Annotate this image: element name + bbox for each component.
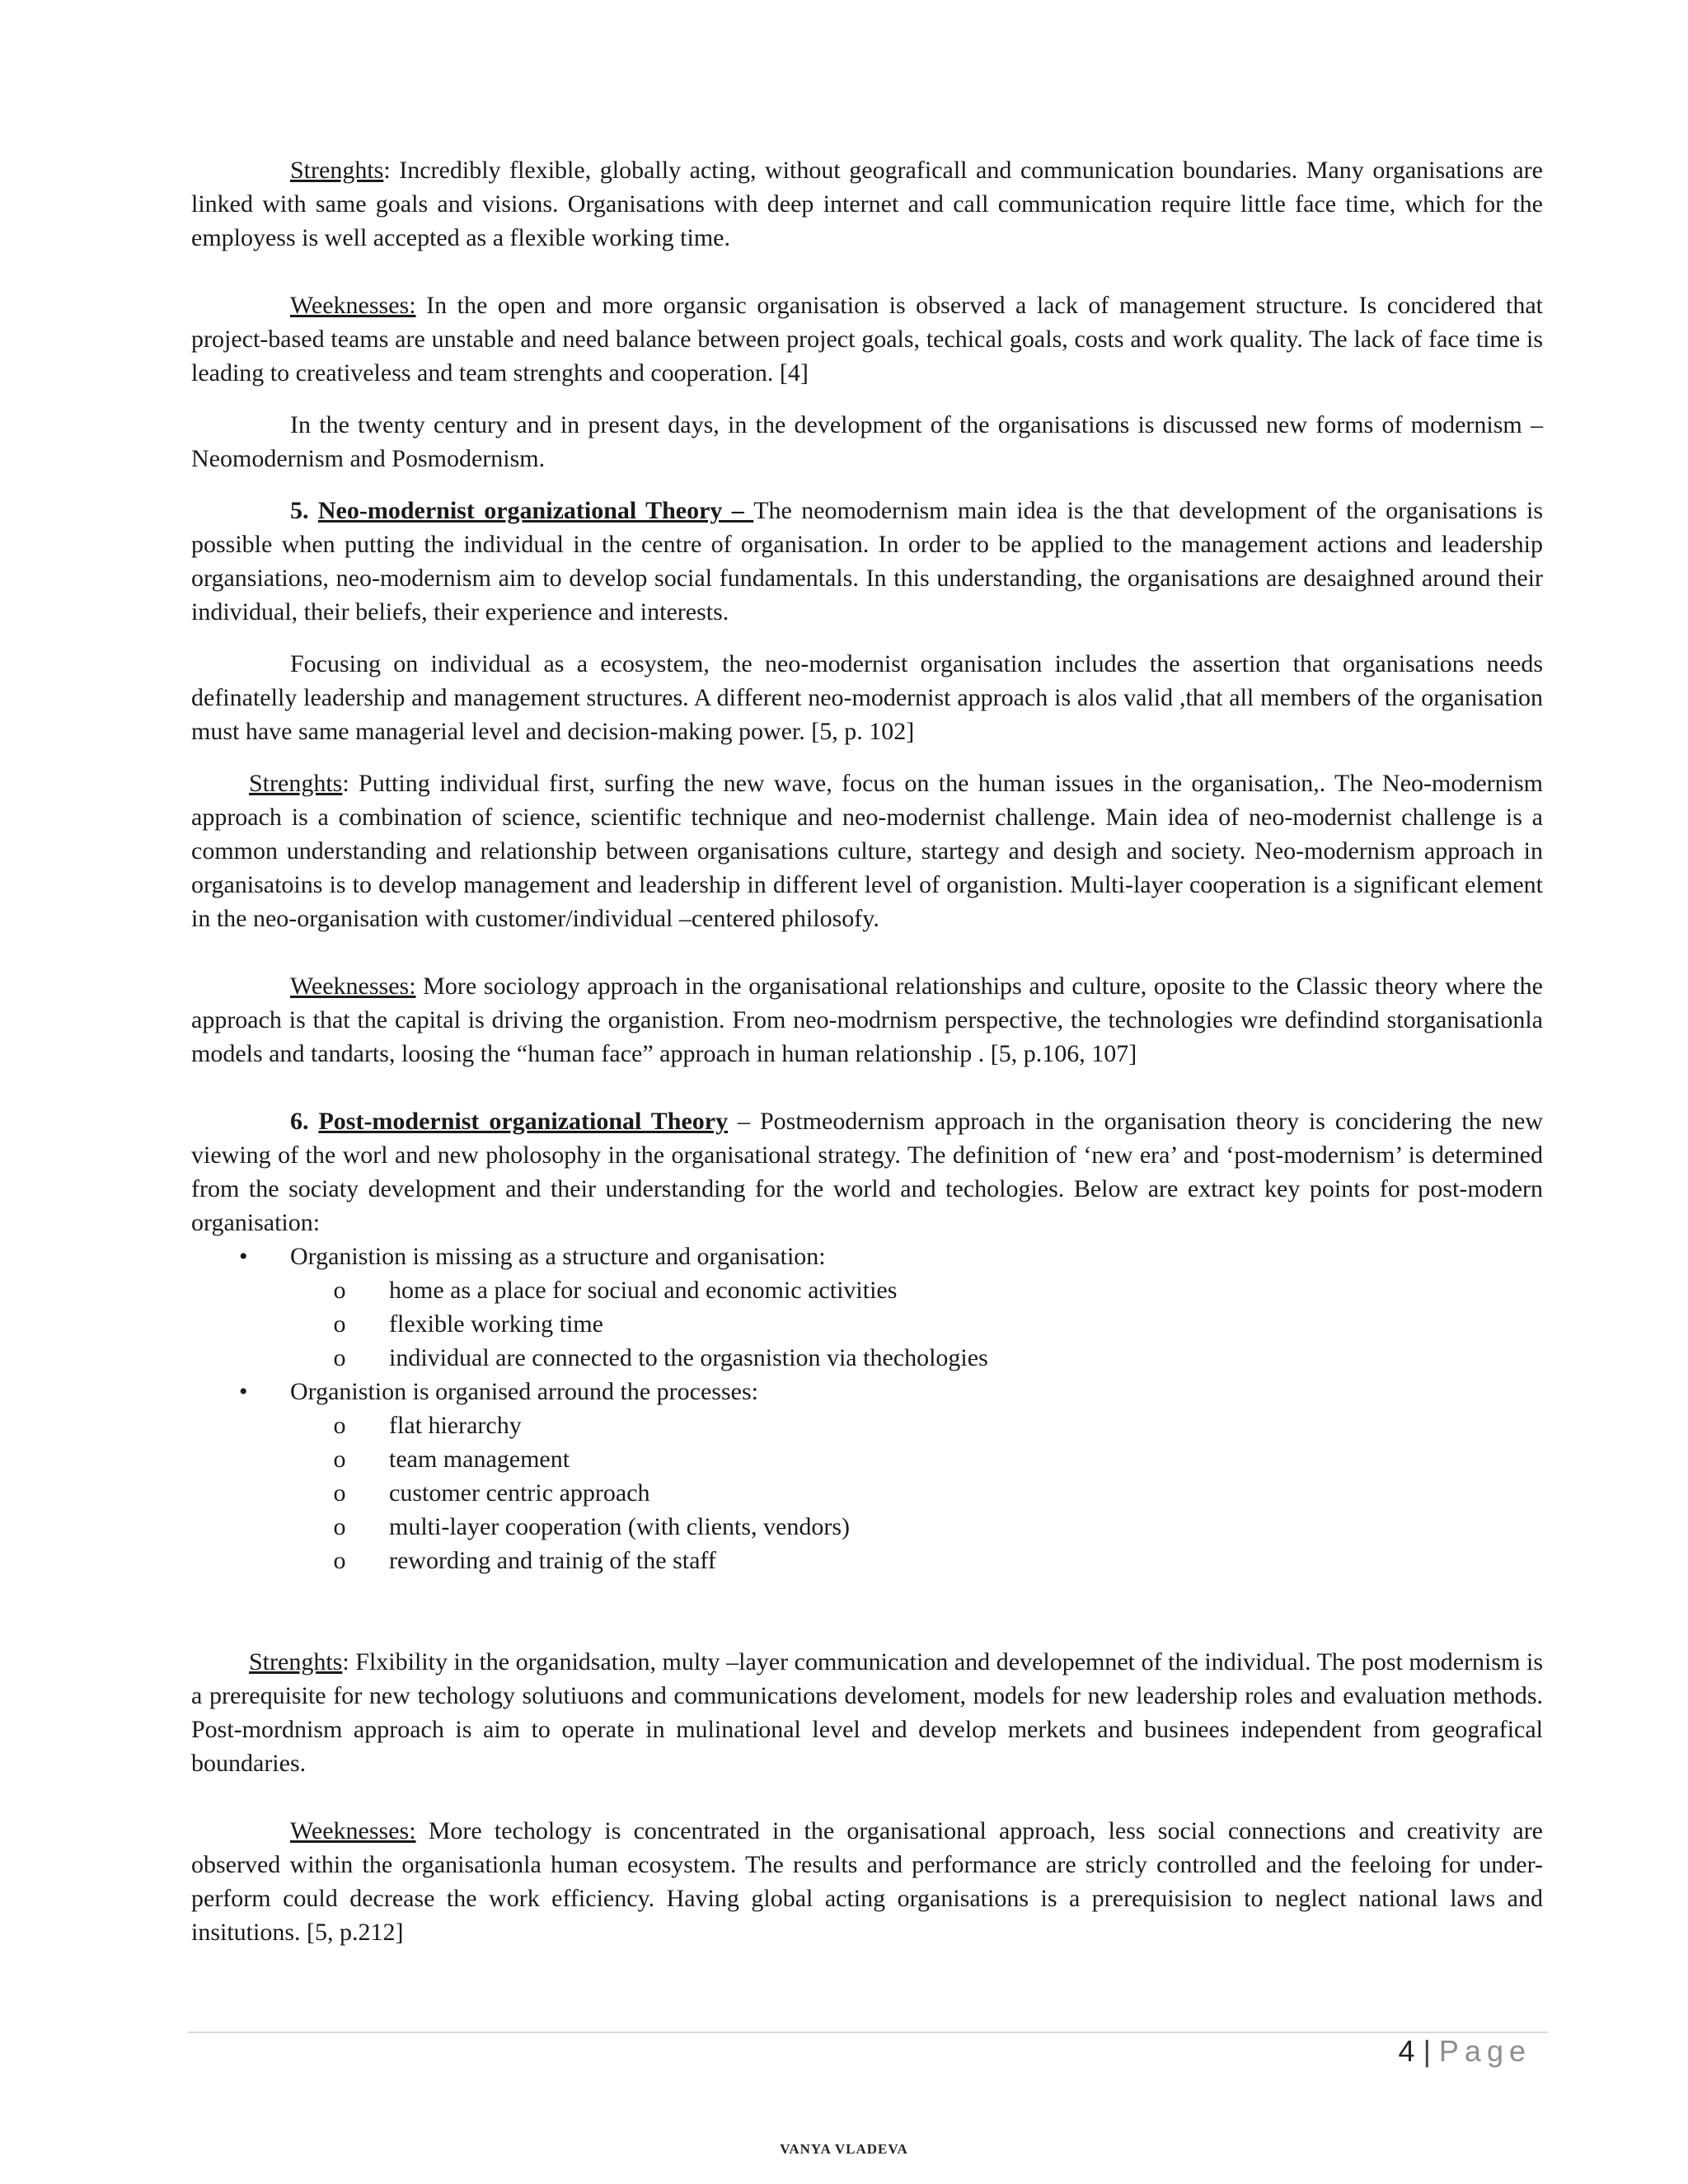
- sub-list-item: [290, 1273, 1543, 1307]
- bullet-icon: •: [239, 1243, 248, 1270]
- sub-list-item-text: flexible working time: [389, 1310, 603, 1338]
- sub-list-item: [290, 1476, 1543, 1510]
- list-item: [191, 1240, 1543, 1375]
- footer-divider: [188, 2032, 1548, 2033]
- sub-list-item-text: multi-layer cooperation (with clients, vendors): [389, 1513, 850, 1540]
- weaknesses-label: Weeknesses:: [290, 972, 416, 1000]
- circle-bullet-icon: o: [333, 1344, 346, 1371]
- sub-list-item-text: rewording and trainig of the staff: [389, 1547, 716, 1574]
- sub-list-item: [290, 1408, 1543, 1442]
- circle-bullet-icon: o: [333, 1446, 346, 1473]
- post-modern-key-points-list: [191, 1240, 1543, 1577]
- sub-list-item-text: individual are connected to the orgasnistion via thechologies: [389, 1344, 988, 1371]
- section-6-title: Post-modernist organizational Theory: [318, 1108, 729, 1135]
- circle-bullet-icon: o: [333, 1547, 346, 1574]
- sub-list-item: [290, 1307, 1543, 1341]
- sub-list-item-text: customer centric approach: [389, 1479, 650, 1507]
- weaknesses-label: Weeknesses:: [290, 1817, 416, 1844]
- sub-list-item: [290, 1510, 1543, 1544]
- sub-list-item: [290, 1341, 1543, 1375]
- weaknesses-paragraph-1: [191, 288, 1543, 390]
- strengths-paragraph-2: [191, 766, 1543, 935]
- weaknesses-paragraph-2: [191, 969, 1543, 1071]
- list-item: [191, 1375, 1543, 1577]
- paragraph-text: More sociology approach in the organisational relationships and culture, oposite to the Classic theory where the approach is that the capital is driving the organistion. From neo-modrnism perspective, the technologies wre defindind storganisationla models and tandarts, loosing the “human face” approach in human relationship . [5, p.106, 107]: [191, 972, 1543, 1067]
- section-5-paragraph: [191, 494, 1543, 629]
- paragraph-text: : Incredibly flexible, globally acting, without geograficall and communication boundaries. Many organisations are linked with same goals and visions. Organisations with deep internet and call communication require little face time, which for the employess is well accepted as a flexible working time.: [191, 157, 1543, 251]
- circle-bullet-icon: o: [333, 1277, 346, 1304]
- strengths-paragraph-1: [191, 153, 1543, 255]
- strengths-paragraph-3: [191, 1645, 1543, 1780]
- list-item-text: Organistion is missing as a structure and organisation:: [290, 1243, 826, 1270]
- bullet-icon: •: [239, 1378, 248, 1405]
- paragraph-text: The neomodernism main idea is the that development of the organisations is possible when putting the individual in the centre of organisation. In order to be applied to the management actions and leadership organsiations, neo-modernism aim to develop social fundamentals. In this understanding, the organisations are desaighned around their individual, their beliefs, their experience and interests.: [191, 497, 1544, 626]
- sub-list-item: [290, 1442, 1543, 1476]
- sub-list-item-text: home as a place for sociual and economic activities: [389, 1277, 898, 1304]
- paragraph-text: : Flxibility in the organidsation, multy –layer communication and developemnet of the individual. The post modernism is a prerequisite for new techology solutiuons and communications develoment, models for new leadership roles and evaluation methods. Post-mordnism approach is aim to operate in mulinational level and develop merkets and businees independent from geografical boundaries.: [191, 1648, 1543, 1777]
- intro-modernism-paragraph: [191, 408, 1543, 476]
- section-5-title: Neo-modernist organizational Theory –: [317, 497, 754, 524]
- weaknesses-paragraph-3: [191, 1814, 1543, 1949]
- section-5-number: 5.: [290, 497, 318, 524]
- circle-bullet-icon: o: [333, 1412, 346, 1439]
- sub-list-item-text: flat hierarchy: [389, 1412, 522, 1439]
- page-word: Page: [1438, 2034, 1531, 2068]
- circle-bullet-icon: o: [333, 1310, 346, 1338]
- strengths-label: Strenghts: [249, 1648, 343, 1675]
- weaknesses-label: Weeknesses:: [290, 292, 416, 319]
- footer-author: VANYA VLADEVA: [780, 2141, 908, 2157]
- page-number: [1399, 2034, 1531, 2069]
- paragraph-text: In the twenty century and in present days, in the development of the organisations is discussed new forms of modernism – Neomodernism and Posmodernism.: [191, 411, 1543, 472]
- sub-list: [290, 1273, 1543, 1375]
- paragraph-text: – Postmeodernism approach in the organisation theory is conciderin​g the new viewing of the worl and new pholosophy in the organisational strategy. The definition of ‘new era’ and ‘post-modernism’ is determined from the sociaty development and their understanding for the world and techologies. Below are extract key points for post-modern organisation:: [191, 1108, 1544, 1236]
- sub-list: [290, 1408, 1543, 1577]
- strengths-label: Strenghts: [249, 770, 343, 797]
- page-separator: |: [1423, 2034, 1431, 2068]
- circle-bullet-icon: o: [333, 1513, 346, 1540]
- list-item-text: Organistion is organised arround the processes:: [290, 1378, 758, 1405]
- paragraph-text: Focusing on individual as a ecosystem, the neo-modernist organisation includes the assertion that organisations needs definatelly leadership and management structures. A different neo-modernist approach is alos valid ,that all members of the organisation must have same managerial level and decision-making power. [5, p. 102]: [191, 650, 1543, 745]
- strengths-label: Strenghts: [290, 157, 384, 184]
- page-number-value: 4: [1398, 2034, 1415, 2068]
- paragraph-text: More techology is concentrated in the organisational approach, less social connections and creativity are observed within the organisationla human ecosystem. The results and performance are stricly controlled and the feeloing for under-perform could decrease the work efficiency. Having global acting organisations is a prerequisision to neglect national laws and insitutions. [5, p.212]: [191, 1817, 1543, 1946]
- document-body: [191, 153, 1543, 1949]
- sub-list-item: [290, 1544, 1543, 1577]
- paragraph-text: In the open and more organsic organisation is observed a lack of management structure. Is concidered that project-based teams are unstable and need balance between project goals, techical goals, costs and work quality. The lack of face time is leading to creativeless and team strenghts and cooperation. [4]: [191, 292, 1543, 387]
- neo-modernist-focus-paragraph: [191, 647, 1543, 748]
- section-6-number: 6.: [290, 1108, 319, 1135]
- section-6-paragraph: [191, 1104, 1543, 1240]
- paragraph-text: : Putting individual first, surfing the new wave, focus on the human issues in the organisation,. The Neo-modernism approach is a combination of science, scientific technique and neo-modernist challenge. Main idea of neo-modernist challenge is a common understanding and relationship between organisations culture, startegy and desigh and society. Neo-modernism approach in organisatoins is to develop management and leadership in different level of organistion. Multi-layer cooperation is a significant element in the neo-organisation with customer/individual –centered philosofy.: [191, 770, 1543, 932]
- circle-bullet-icon: o: [333, 1479, 346, 1507]
- sub-list-item-text: team management: [389, 1446, 570, 1473]
